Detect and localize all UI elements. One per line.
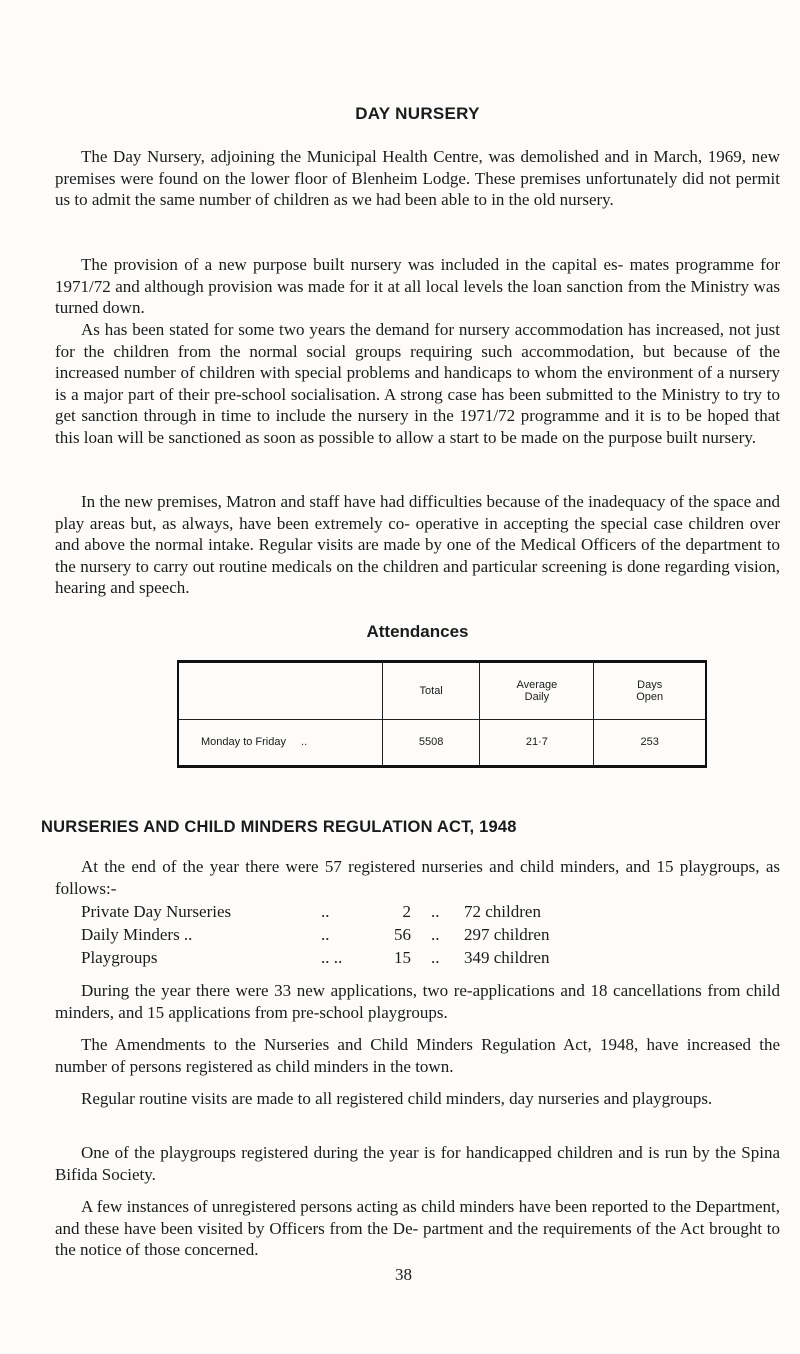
table-cell-days: 253 xyxy=(594,719,706,766)
paragraph-amendments: The Amendments to the Nurseries and Child Minders Regulation Act, 1948, have increased the number of persons registered as child minders in the town. xyxy=(55,1035,780,1076)
table-header-blank xyxy=(178,662,382,720)
page-number: 38 xyxy=(395,1265,412,1284)
list-item-count: 2 xyxy=(402,902,411,921)
table-header-row xyxy=(178,662,706,720)
list-item-count: 56 xyxy=(394,925,411,944)
table-row xyxy=(178,719,706,766)
leader-dots: .. xyxy=(431,925,440,944)
row-leader-dots: .. xyxy=(301,736,308,749)
table-header-average-daily-label: Average Daily xyxy=(516,678,558,703)
table-header-days-open-label: Days Open xyxy=(636,678,664,703)
section-title-regulation-act: NURSERIES AND CHILD MINDERS REGULATION ACT, 1948 xyxy=(41,818,517,836)
list-item-children: 349 children xyxy=(464,948,550,967)
paragraph-day-nursery-2: The provision of a new purpose built nursery was included in the capital es- mates programme for 1971/72 and although provision was made for it at all local levels the loan sanction from the Ministry was turned down. xyxy=(55,255,780,317)
leader-dots: .. xyxy=(431,948,440,967)
paragraph-day-nursery-1: The Day Nursery, adjoining the Municipal Health Centre, was demolished and in March, 1969, new premises were found on the lower floor of Blenheim Lodge. These premises unfortunately did not permit us to admit the same number of children as we had been able to in the old nursery. xyxy=(55,147,780,209)
row-label: Monday to Friday xyxy=(201,736,286,749)
table-cell-total: 5508 xyxy=(382,719,480,766)
list-item-name: Private Day Nurseries xyxy=(81,902,232,921)
leader-dots: .. .. xyxy=(321,948,343,967)
attendances-title: Attendances xyxy=(366,622,469,641)
list-item-children: 297 children xyxy=(464,925,550,944)
table-cell-average: 21·7 xyxy=(480,719,594,766)
paragraph-unregistered: A few instances of unregistered persons acting as child minders have been reported to the Department, and these have been visited by Officers from the De- partment and the requirements of the Act brought to the notice of those concerned. xyxy=(55,1197,780,1259)
leader-dots: .. xyxy=(431,902,440,921)
list-item-children: 72 children xyxy=(464,902,541,921)
leader-dots: .. xyxy=(321,902,330,921)
page-title: DAY NURSERY xyxy=(355,104,480,123)
paragraph-day-nursery-4: In the new premises, Matron and staff have had difficulties because of the inadequacy of the space and play areas but, as always, have been extremely co- operative in accepting the special case children over and above the normal intake. Regular visits are made by one of the Medical Officers of the department to the nursery to carry out routine medicals on the children and particular screening is done regarding vision, hearing and speech. xyxy=(55,492,780,597)
paragraph-handicapped-playgroup: One of the playgroups registered during the year is for handicapped children and is run by the Spina Bifida Society. xyxy=(55,1143,780,1184)
leader-dots: .. xyxy=(321,925,330,944)
paragraph-intro: At the end of the year there were 57 registered nurseries and child minders, and 15 playgroups, as follows:- xyxy=(55,857,780,898)
list-item-name: Daily Minders .. xyxy=(81,925,193,944)
table-header-days-open xyxy=(594,662,706,720)
table-header-average-daily xyxy=(480,662,594,720)
attendances-table xyxy=(177,660,707,768)
paragraph-day-nursery-3: As has been stated for some two years the demand for nursery accommodation has increased, not just for the children from the normal social groups requiring such accommodation, but because of the increased number of children with special problems and handicaps to whom the environment of a nursery is a major part of their pre-school socialisation. A strong case has been submitted to the Ministry to try to get sanction through in time to include the nursery in the 1971/72 programme and it is to be hoped that this loan will be sanctioned as soon as possible to allow a start to be made on the purpose built nursery. xyxy=(55,320,780,447)
paragraph-applications: During the year there were 33 new applications, two re-applications and 18 cancellations from child minders, and 15 applications from pre-school playgroups. xyxy=(55,981,780,1022)
list-item-count: 15 xyxy=(394,948,411,967)
table-cell-label xyxy=(178,719,382,766)
table-header-total: Total xyxy=(382,662,480,720)
list-item-name: Playgroups xyxy=(81,948,158,967)
paragraph-routine-visits: Regular routine visits are made to all registered child minders, day nurseries and playgroups. xyxy=(81,1089,713,1108)
